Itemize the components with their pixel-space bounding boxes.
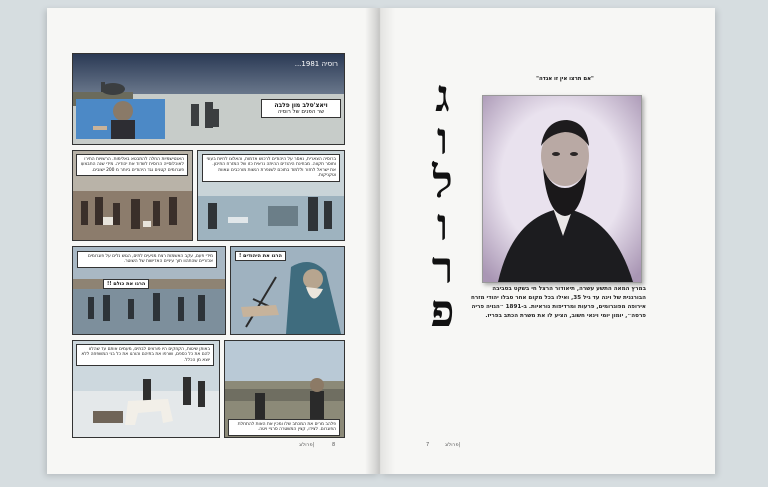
chapter-quote: "אם תרצו אין זו אגדה" <box>536 76 594 82</box>
panel-1-year-caption: רוסיה 1981... <box>294 60 338 68</box>
right-page-label: |פרולוג <box>445 442 461 448</box>
chapter-title: פרולוג <box>417 72 468 330</box>
left-page-number: 8 <box>332 442 336 448</box>
chapter-intro-text: במרץ המאה התשע עשרה, תיאודור הרצל חי בשקט בסביבה הבורגנית של וינה עד גיל 35, ואילו בכל מקום אחר סבלו יהודי מזרח אירופה מפוגרומים, פרעות ומרדיפות נוראיות. ב-1891 ״הגויה פריה פרסה״, יומון יומי וינאי חשוב, הציע לו את משרת הכתב בפריז. <box>471 286 646 319</box>
panel-4-caption: מידי פעם, עקב האשמות רצח מניעים לתים, הגוש נלים על פוגרומים אכזריים שהתהוו תוך עיניים האדישות של השוטר. <box>77 251 217 268</box>
comic-panel-4 <box>72 246 226 335</box>
panel-4-speech-bubble: הרגו את כולם !! <box>103 279 149 289</box>
comic-panel-7 <box>224 340 345 438</box>
comic-panel-5 <box>230 246 345 335</box>
herzl-portrait <box>482 95 642 283</box>
right-page-number: 7 <box>426 442 430 448</box>
panel-3-caption: ברוסיה הצארית, נאסר על היהודים לרכוש אדמות, והאלצו לחיות בעוני וחוסר תקווה. מבחינת היהודים ההיתה נראית כזו של המזרח התיכון. את ישראל לחזור וללמוד בתוכם לשנפרת רגשות מורכבים וגאוות וטקניקות. <box>202 154 340 182</box>
panel-5-speech-bubble: הרגו את היהודים ! <box>235 251 286 261</box>
panel-6-caption: באותן שיטות, הקוזקים היו פורצים לבתים, מעמים אותם עד שהלוו להם את כל כספם, שורפו את בתיהם והורגו את כל בני המשפחה ללא יוצא מן הכלל. <box>76 344 214 366</box>
left-page-label: |פרולוג <box>299 442 315 448</box>
panel-1-title-box <box>261 99 341 118</box>
character-role: שר הפנים של רוסיה <box>277 109 325 115</box>
comic-panel-3 <box>197 150 345 241</box>
comic-panel-1 <box>72 53 345 145</box>
comic-panel-6 <box>72 340 220 438</box>
panel-2-caption: האנטישמיות החלה להתבטא באלימות. הרשויות התירו לאוכלוסייה הרוסית לשדוד את יהודיה. מידי שנה התבצעו פוגרומים קטנים נגד היהודים ביותר מ 200 ישובים. <box>76 154 188 176</box>
character-name: ויאצ'סלב מון פלבה <box>274 102 328 109</box>
panel-7-caption: פלהב מרים את המכתב שלו ומכין את האות להתחלת הפוגרום. לצידו, קצין המשטרה סרגיי ויטה. <box>228 419 340 436</box>
comic-panel-2 <box>72 150 193 241</box>
portrait-art <box>483 96 641 282</box>
